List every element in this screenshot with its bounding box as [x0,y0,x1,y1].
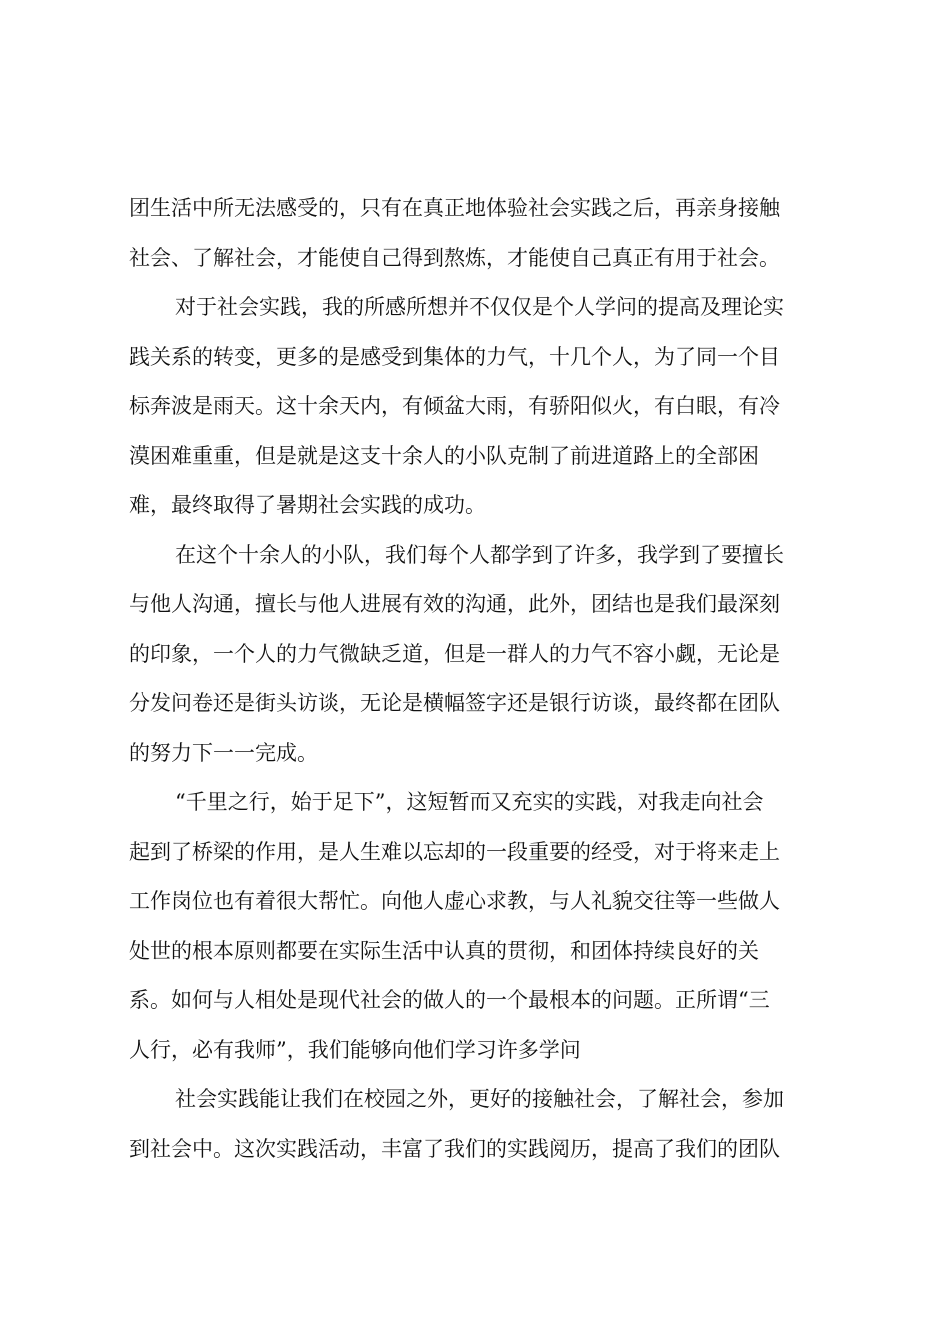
text-line: 难，最终取得了暑期社会实践的成功。 [129,493,486,517]
text-line: 分发问卷还是街头访谈，无论是横幅签字还是银行访谈，最终都在团队 [129,691,780,715]
text-line: 团生活中所无法感受的，只有在真正地体验社会实践之后，再亲身接触 [129,196,780,220]
text-line: 践关系的转变，更多的是感受到集体的力气，十几个人，为了同一个目 [129,344,780,369]
text-line: 到社会中。这次实践活动，丰富了我们的实践阅历，提高了我们的团队 [129,1136,780,1161]
text-line: 系。如何与人相处是现代社会的做人的一个最根本的问题。正所谓“三 [129,988,770,1012]
body-text [129,184,829,1174]
text-line: “千里之行，始于足下”，这短暂而又充实的实践，对我走向社会 [175,790,764,814]
text-line: 社会、了解社会，才能使自己得到熬炼，才能使自己真正有用于社会。 [129,245,780,270]
text-line: 人行，必有我师”，我们能够向他们学习许多学问 [129,1037,581,1062]
text-line: 标奔波是雨天。这十余天内，有倾盆大雨，有骄阳似火，有白眼，有冷 [129,394,780,418]
text-line: 对于社会实践，我的所感所想并不仅仅是个人学问的提高及理论实 [175,295,784,319]
text-line: 处世的根本原则都要在实际生活中认真的贯彻，和团体持续良好的关 [129,938,759,963]
text-line: 在这个十余人的小队，我们每个人都学到了许多，我学到了要擅长 [175,542,784,567]
text-line: 起到了桥梁的作用，是人生难以忘却的一段重要的经受，对于将来走上 [129,839,780,864]
text-line: 漠困难重重，但是就是这支十余人的小队克制了前进道路上的全部困 [129,443,759,468]
text-line: 工作岗位也有着很大帮忙。向他人虚心求教，与人礼貌交往等一些做人 [129,889,780,913]
text-line: 社会实践能让我们在校园之外，更好的接触社会，了解社会，参加 [175,1087,784,1111]
text-line: 的努力下一一完成。 [129,740,318,765]
text-line: 的印象，一个人的力气微缺乏道，但是一群人的力气不容小觑，无论是 [129,641,780,666]
text-line: 与他人沟通，擅长与他人进展有效的沟通，此外，团结也是我们最深刻 [129,592,780,616]
